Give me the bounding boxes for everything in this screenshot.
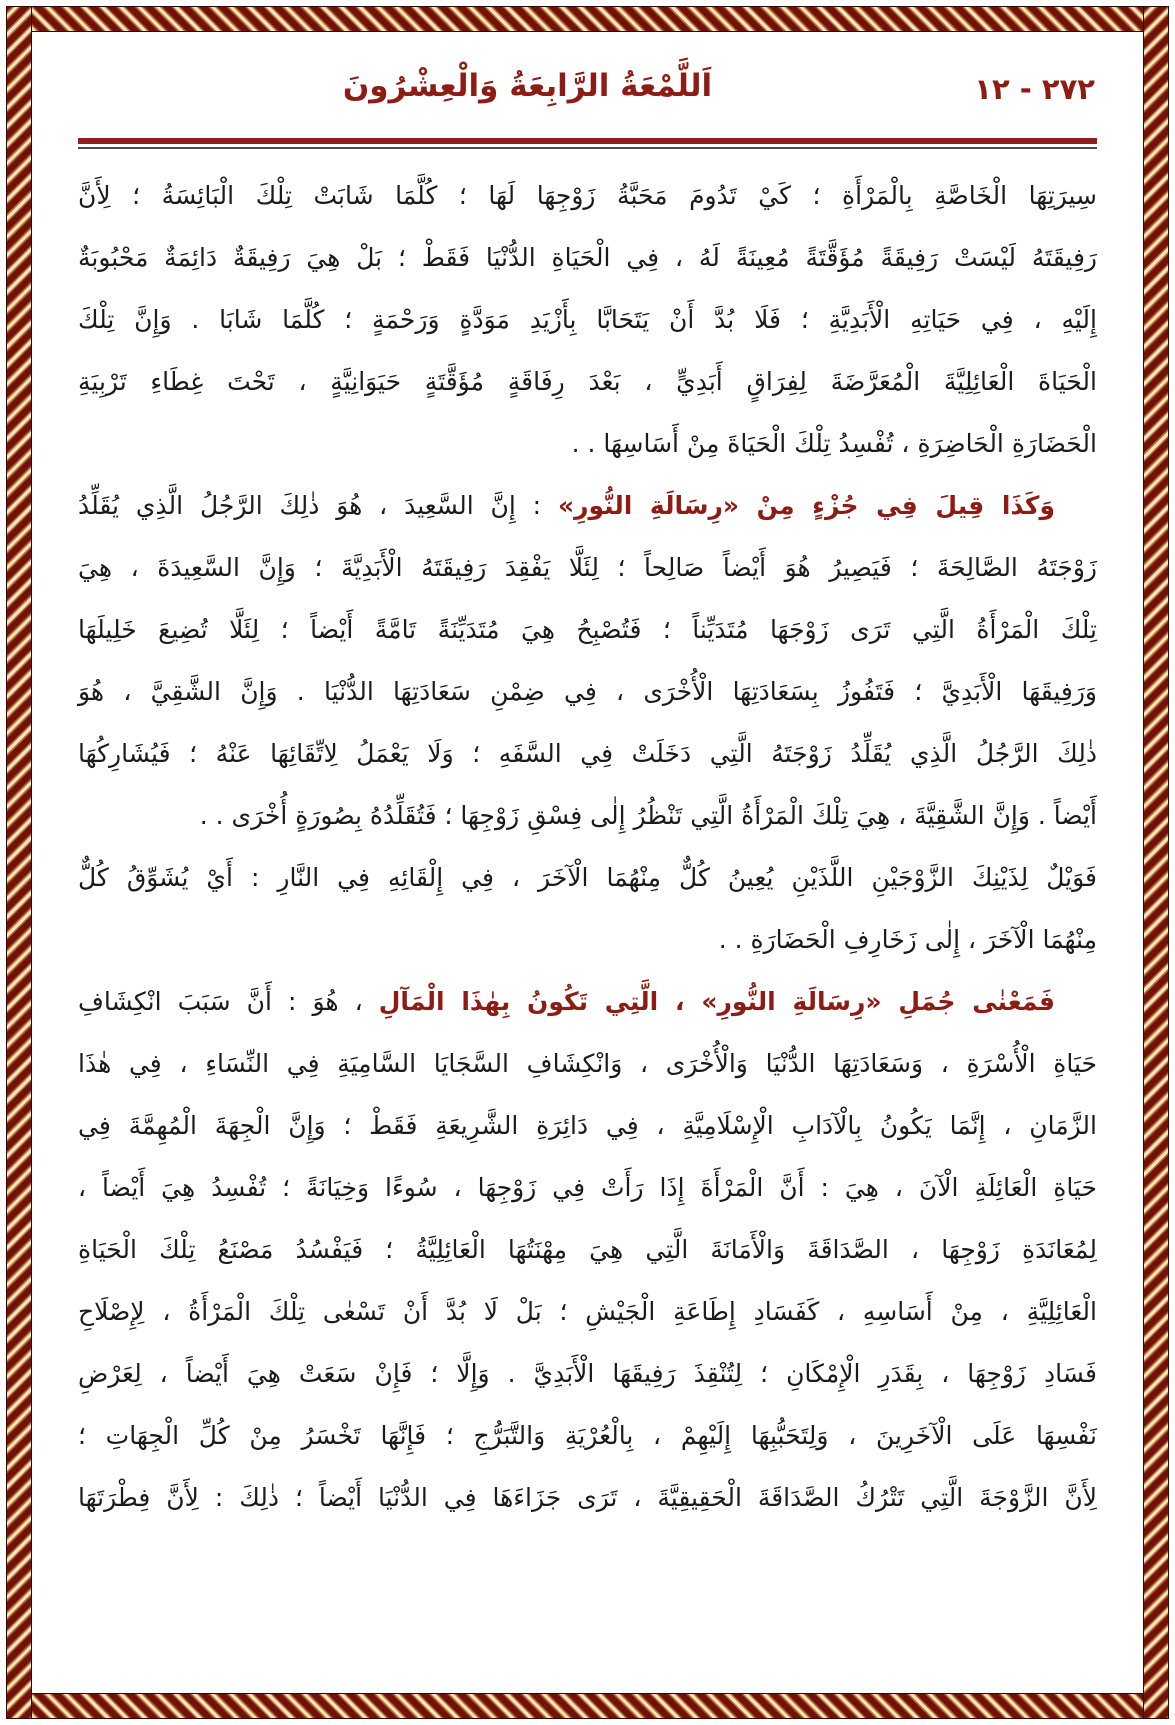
text-line (78, 1157, 1097, 1219)
text-segment: سِيرَتِهَا الْخَاصَّةِ بِالْمَرْأَةِ ؛ كَيْ تَدُومَ مَحَبَّةُ زَوْجِهَا لَهَا ؛ كُلَّمَا شَابَتْ تِلْكَ الْبَائِسَةُ ؛ لِأَنَّ (78, 181, 1097, 210)
text-segment: رَفِيقَتَهُ لَيْسَتْ رَفِيقَةً مُؤَقَّتَةً مُعِينَةً لَهُ ، فِي الْحَيَاةِ الدُّنْيَا فَقَطْ ؛ بَلْ هِيَ رَفِيقَةٌ دَائِمَةٌ مَحْبُوبَةٌ (78, 243, 1097, 272)
text-segment: نَفْسِهَا عَلَى الْآخَرِينَ ، وَلِتَحَبُّبِهَا إِلَيْهِمْ ، بِالْعُرْيَةِ وَالتَّبَرُّجِ ؛ فَإِنَّهَا تَخْسَرُ مِنْ كُلِّ الْجِهَاتِ ؛ (78, 1421, 1097, 1450)
page-number: ٢٧٢ - ١٢ (974, 72, 1095, 106)
text-line (78, 1467, 1097, 1529)
text-segment: حَيَاةِ الْأُسْرَةِ ، وَسَعَادَتِهَا الدُّنْيَا وَالْأُخْرَى ، وَانْكِشَافِ السَّجَايَا السَّامِيَةِ فِي النِّسَاءِ ، فِي هٰذَا (78, 1049, 1097, 1078)
text-segment: الزَّمَانِ ، إِنَّمَا يَكُونُ بِالْآدَابِ الْإِسْلَامِيَّةِ ، فِي دَائِرَةِ الشَّرِيعَةِ فَقَطْ ؛ وَإِنَّ الْجِهَةَ الْمُهِمَّةَ فِي (78, 1111, 1097, 1140)
text-line (78, 1095, 1097, 1157)
text-line (78, 1405, 1097, 1467)
text-line (78, 475, 1097, 537)
text-segment: أَيْضاً . وَإِنَّ الشَّقِيَّةَ ، هِيَ تِلْكَ الْمَرْأَةُ الَّتِي تَنْظُرُ إِلٰى فِسْقِ زَوْجِهَا ؛ فَتُقَلِّدُهُ بِصُورَةٍ أُخْرَى . . (199, 801, 1097, 830)
header-rule-thin (78, 147, 1097, 149)
text-segment: ذٰلِكَ الرَّجُلُ الَّذِي يُقَلِّدُ زَوْجَتَهُ الَّتِي دَخَلَتْ فِي السَّفَهِ ؛ وَلَا يَعْمَلُ لِاتِّقَائِهَا عَنْهُ ؛ فَيُشَارِكُهَا (78, 739, 1097, 768)
text-segment: الْحَيَاةَ الْعَائِلِيَّةَ الْمُعَرَّضَةَ لِفِرَاقٍ أَبَدِيٍّ ، بَعْدَ رِفَاقَةٍ مُؤَقَّتَةٍ حَيَوَانِيَّةٍ ، تَحْتَ غِطَاءِ تَرْبِيَةِ (78, 367, 1097, 396)
text-segment: حَيَاةِ الْعَائِلَةِ الْآنَ ، هِيَ : أَنَّ الْمَرْأَةَ إِذَا رَأَتْ فِي زَوْجِهَا ، سُوءًا وَخِيَانَةً ؛ تُفْسِدُ هِيَ أَيْضاً ، (78, 1173, 1097, 1202)
text-line (78, 1343, 1097, 1405)
text-segment: وَرَفِيقَهَا الْأَبَدِيَّ ؛ فَتَفُوزُ بِسَعَادَتِهَا الْأُخْرَى ، فِي ضِمْنِ سَعَادَتِهَا الدُّنْيَا . وَإِنَّ الشَّقِيَّ ، هُوَ (78, 677, 1097, 706)
ornamental-border-right (1143, 6, 1169, 1719)
text-line (78, 1033, 1097, 1095)
red-phrase: وَكَذَا قِيلَ فِي جُزْءٍ مِنْ «رِسَالَةِ النُّورِ» (557, 491, 1055, 520)
text-segment: لِمُعَانَدَةِ زَوْجِهَا ، الصَّدَاقَةَ وَالْأَمَانَةَ الَّتِي هِيَ مِهْنَتُهَا الْعَائِلِيَّةُ ؛ فَيَفْسُدُ مَصْنَعُ تِلْكَ الْحَيَاةِ (78, 1235, 1097, 1264)
text-line (78, 413, 1097, 475)
text-segment: الْحَضَارَةِ الْحَاضِرَةِ ، تُفْسِدُ تِلْكَ الْحَيَاةَ مِنْ أَسَاسِهَا . . (571, 429, 1097, 458)
text-line (78, 909, 1097, 971)
text-segment: مِنْهُمَا الْآخَرَ ، إِلٰى زَخَارِفِ الْحَضَارَةِ . . (718, 925, 1097, 954)
ornamental-border-left (6, 6, 32, 1719)
ornamental-border-bottom (6, 1693, 1169, 1719)
text-line (78, 971, 1097, 1033)
text-segment: فَسَادِ زَوْجِهَا ، بِقَدَرِ الْإِمْكَانِ ؛ لِتُنْقِذَ رَفِيقَهَا الْأَبَدِيَّ . وَإِلَّا ؛ فَإِنْ سَعَتْ هِيَ أَيْضاً ، لِعَرْضِ (78, 1359, 1097, 1388)
page-title: اَللَّمْعَةُ الرَّابِعَةُ وَالْعِشْرُونَ (342, 68, 713, 104)
text-segment: فَوَيْلٌ لِذَيْنِكَ الزَّوْجَيْنِ اللَّذَيْنِ يُعِينُ كُلٌّ مِنْهُمَا الْآخَرَ ، فِي إِلْقَائِهِ فِي النَّارِ : أَيْ يُشَوِّقُ كُلٌّ (78, 863, 1097, 892)
body-text (78, 165, 1097, 1529)
text-line (78, 227, 1097, 289)
text-line (78, 1281, 1097, 1343)
text-segment: ، هُوَ : أَنَّ سَبَبَ انْكِشَافِ (78, 987, 379, 1016)
text-segment: لِأَنَّ الزَّوْجَةَ الَّتِي تَتْرُكُ الصَّدَاقَةَ الْحَقِيقِيَّةَ ، تَرَى جَزَاءَهَا فِي الدُّنْيَا أَيْضاً ؛ ذٰلِكَ : لِأَنَّ فِطْرَتَهَا (78, 1483, 1097, 1512)
text-line (78, 289, 1097, 351)
text-line (78, 723, 1097, 785)
page-header (78, 62, 1097, 126)
text-segment: زَوْجَتَهُ الصَّالِحَةَ ؛ فَيَصِيرُ هُوَ أَيْضاً صَالِحاً ؛ لِئَلَّا يَفْقِدَ رَفِيقَتَهُ الْأَبَدِيَّةَ ؛ وَإِنَّ السَّعِيدَةَ ، هِيَ (78, 553, 1097, 582)
text-line (78, 599, 1097, 661)
text-line (78, 785, 1097, 847)
ornamental-border-top (6, 6, 1169, 32)
header-rule (78, 138, 1097, 149)
red-phrase: فَمَعْنٰى جُمَلِ «رِسَالَةِ النُّورِ» ، الَّتِي تَكُونُ بِهٰذَا الْمَآلِ (378, 987, 1055, 1016)
text-segment: : إِنَّ السَّعِيدَ ، هُوَ ذٰلِكَ الرَّجُلُ الَّذِي يُقَلِّدُ (78, 491, 558, 520)
header-rule-thick (78, 138, 1097, 144)
text-line (78, 537, 1097, 599)
text-segment: إِلَيْهِ ، فِي حَيَاتِهِ الْأَبَدِيَّةِ ؛ فَلَا بُدَّ أَنْ يَتَحَابَّا بِأَزْيَدِ مَوَدَّةٍ وَرَحْمَةٍ ؛ كُلَّمَا شَابَا . وَإِنَّ تِلْكَ (78, 305, 1097, 334)
text-line (78, 661, 1097, 723)
text-segment: تِلْكَ الْمَرْأَةُ الَّتِي تَرَى زَوْجَهَا مُتَدَيِّناً ؛ فَتُصْبِحُ هِيَ مُتَدَيِّنَةً تَامَّةً أَيْضاً ؛ لِئَلَّا تُضِيعَ خَلِيلَهَا (78, 615, 1097, 644)
text-line (78, 165, 1097, 227)
text-segment: الْعَائِلِيَّةِ ، مِنْ أَسَاسِهِ ، كَفَسَادِ إِطَاعَةِ الْجَيْشِ ؛ بَلْ لَا بُدَّ أَنْ تَسْعٰى تِلْكَ الْمَرْأَةُ ، لِإِصْلَاحِ (78, 1297, 1097, 1326)
text-line (78, 1219, 1097, 1281)
text-line (78, 847, 1097, 909)
text-line (78, 351, 1097, 413)
page-content (78, 62, 1097, 1529)
